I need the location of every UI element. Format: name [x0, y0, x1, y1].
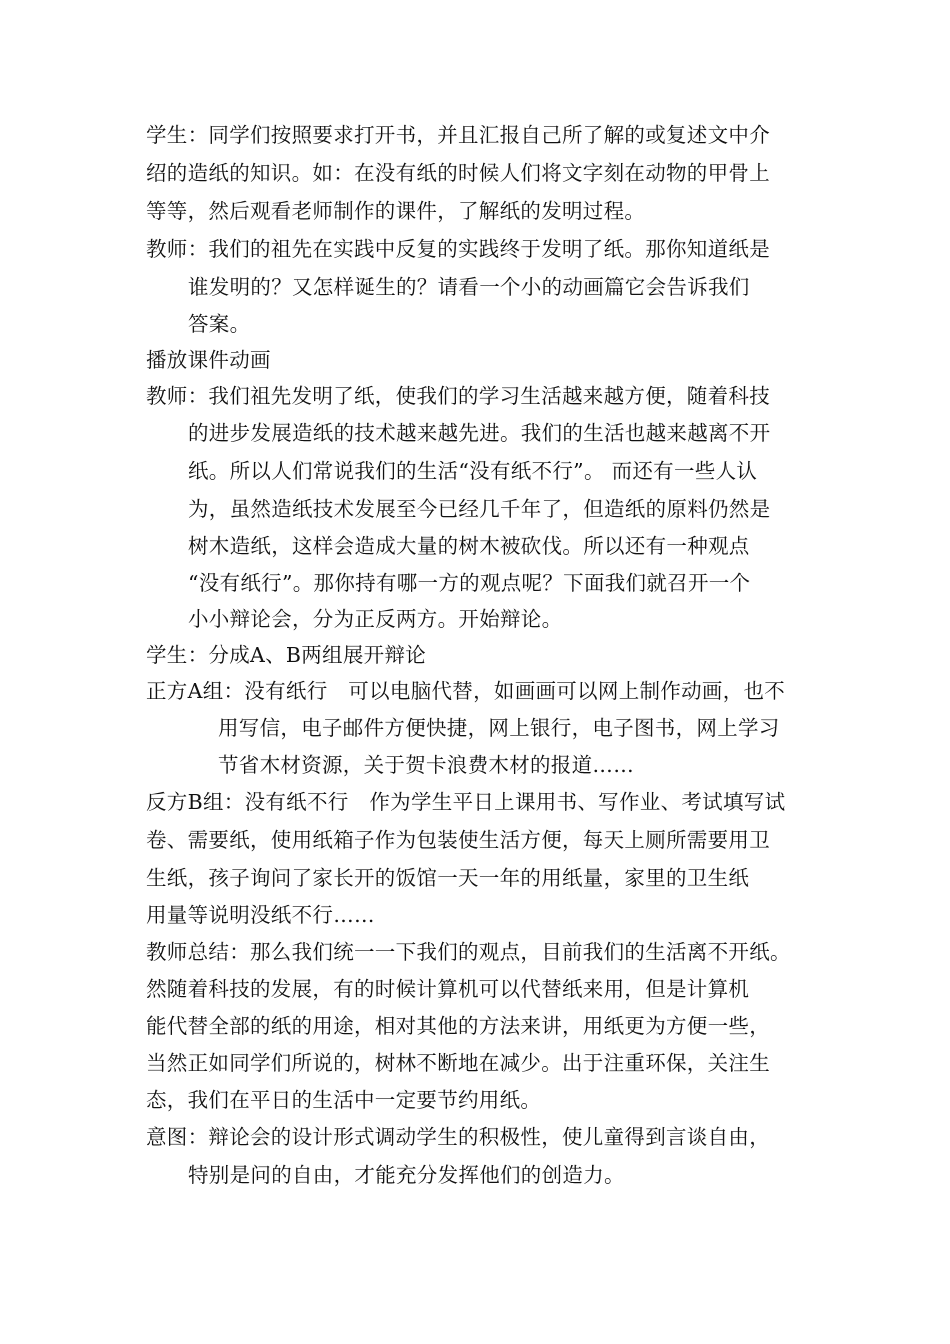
text-line: 然随着科技的发展，有的时候计算机可以代替纸来用，但是计算机 [146, 977, 750, 1001]
text-line: 生纸，孩子询问了家长开的饭馆一天一年的用纸量，家里的卫生纸 [146, 866, 750, 890]
text-line: 节省木材资源，关于贺卡浪费木材的报道…… [218, 753, 634, 777]
text-line: 教师总结：那么我们统一一下我们的观点，目前我们的生活离不开纸。 [146, 940, 791, 964]
text-line: 反方B组：没有纸不行 作为学生平日上课用书、写作业、考试填写试 [146, 790, 786, 814]
text-line: 小小辩论会，分为正反两方。开始辩论。 [188, 607, 563, 631]
text-line: 能代替全部的纸的用途，相对其他的方法来讲，用纸更为方便一些， [146, 1014, 770, 1038]
text-line: 态，我们在平日的生活中一定要节约用纸。 [146, 1088, 542, 1112]
text-line: 卷、需要纸，使用纸箱子作为包装使生活方便，每天上厕所需要用卫 [146, 828, 770, 852]
text-line: 谁发明的？又怎样诞生的？请看一个小的动画篇它会告诉我们 [188, 275, 750, 299]
text-line: 纸。所以人们常说我们的生活“没有纸不行”。 而还有一些人认 [188, 459, 758, 483]
text-line: 播放课件动画 [146, 348, 271, 372]
text-line: 学生：同学们按照要求打开书，并且汇报自己所了解的或复述文中介 [146, 123, 770, 147]
text-line: 为，虽然造纸技术发展至今已经几千年了，但造纸的原料仍然是 [188, 497, 771, 521]
text-line: 教师：我们祖先发明了纸，使我们的学习生活越来越方便，随着科技 [146, 384, 770, 408]
text-line: 用量等说明没纸不行…… [146, 903, 375, 927]
text-line: 当然正如同学们所说的，树林不断地在减少。出于注重环保，关注生 [146, 1051, 770, 1075]
text-line: 等等，然后观看老师制作的课件，了解纸的发明过程。 [146, 199, 646, 223]
text-line: 的进步发展造纸的技术越来越先进。我们的生活也越来越离不开 [188, 421, 771, 445]
text-line: 答案。 [188, 312, 251, 336]
text-line: “没有纸行”。那你持有哪一方的观点呢？下面我们就召开一个 [188, 571, 751, 595]
text-line: 树木造纸，这样会造成大量的树木被砍伐。所以还有一种观点 [188, 534, 750, 558]
text-line: 教师：我们的祖先在实践中反复的实践终于发明了纸。那你知道纸是 [146, 237, 770, 261]
text-line: 学生：分成A、B两组展开辩论 [146, 643, 427, 667]
text-line: 特别是问的自由，才能充分发挥他们的创造力。 [188, 1163, 625, 1187]
text-line: 用写信，电子邮件方便快捷，网上银行，电子图书，网上学习 [218, 716, 780, 740]
text-line: 绍的造纸的知识。如：在没有纸的时候人们将文字刻在动物的甲骨上 [146, 161, 770, 185]
text-line: 意图：辩论会的设计形式调动学生的积极性，使儿童得到言谈自由， [146, 1125, 770, 1149]
text-line: 正方A组：没有纸行 可以电脑代替，如画画可以网上制作动画，也不 [146, 679, 786, 703]
